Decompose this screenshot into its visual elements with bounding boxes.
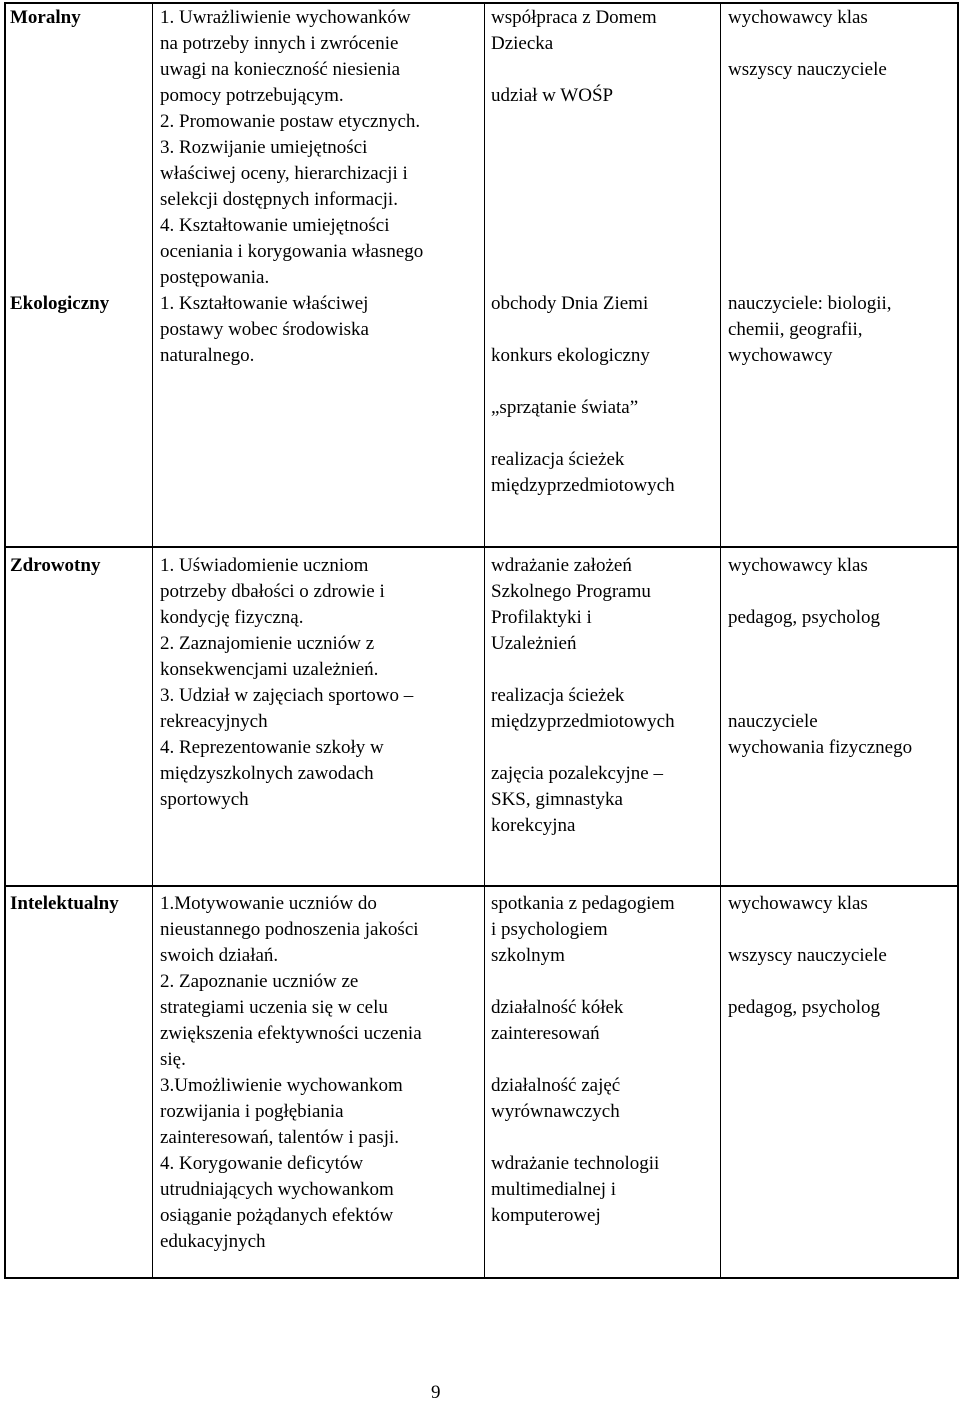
table-border-row3 (4, 885, 959, 887)
table-border-right (957, 2, 959, 1279)
activity-ekologiczny-1: obchody Dnia Ziemi (491, 293, 649, 314)
category-intelektualny: Intelektualny (10, 893, 119, 914)
responsible-moralny-2: wszyscy nauczyciele (728, 59, 887, 80)
activity-intelektualny-2: działalność kółek zainteresowań (491, 997, 624, 1044)
activity-zdrowotny-2: realizacja ścieżek międzyprzedmiotowych (491, 685, 675, 732)
table-border-col1 (152, 2, 153, 1279)
activity-moralny-1: współpraca z Domem Dziecka (491, 7, 657, 54)
activity-intelektualny-4: wdrażanie technologii multimedialnej i komputerowej (491, 1153, 660, 1226)
responsible-zdrowotny-1: wychowawcy klas (728, 555, 868, 576)
activity-ekologiczny-3: „sprzątanie świata” (491, 397, 639, 418)
category-moralny: Moralny (10, 7, 81, 28)
activity-zdrowotny-3: zajęcia pozalekcyjne – SKS, gimnastyka korekcyjna (491, 763, 663, 836)
table-border-top (4, 2, 959, 4)
responsible-ekologiczny-1: nauczyciele: biologii, chemii, geografii, wychowawcy (728, 293, 892, 366)
table-border-bottom (4, 1277, 959, 1279)
responsible-moralny-1: wychowawcy klas (728, 7, 868, 28)
category-ekologiczny: Ekologiczny (10, 293, 110, 314)
table-border-left (4, 2, 6, 1279)
activity-ekologiczny-4: realizacja ścieżek międzyprzedmiotowych (491, 449, 675, 496)
page-number: 9 (431, 1382, 441, 1403)
activity-intelektualny-1: spotkania z pedagogiem i psychologiem szkolnym (491, 893, 675, 966)
activity-zdrowotny-1: wdrażanie założeń Szkolnego Programu Profilaktyki i Uzależnień (491, 555, 651, 654)
responsible-intelektualny-2: wszyscy nauczyciele (728, 945, 887, 966)
responsible-zdrowotny-3: nauczyciele wychowania fizycznego (728, 711, 913, 758)
table-border-col2 (484, 2, 485, 1279)
activity-moralny-2: udział w WOŚP (491, 85, 614, 106)
goals-intelektualny: 1.Motywowanie uczniów do nieustannego podnoszenia jakości swoich działań. 2. Zapoznanie uczniów ze strategiami uczenia się w celu zwiększenia efektywności uczenia się. 3.Umożliwienie wychowankom rozwijania i pogłębiania zainteresowań, talentów i pasji. 4. Korygowanie deficytów utrudniających wychowankom osiąganie pożądanych efektów edukacyjnych (160, 893, 422, 1252)
responsible-intelektualny-3: pedagog, psycholog (728, 997, 880, 1018)
activity-ekologiczny-2: konkurs ekologiczny (491, 345, 650, 366)
activity-intelektualny-3: działalność zajęć wyrównawczych (491, 1075, 621, 1122)
goals-moralny: 1. Uwrażliwienie wychowanków na potrzeby innych i zwrócenie uwagi na konieczność niesienia pomocy potrzebującym. 2. Promowanie postaw etycznych. 3. Rozwijanie umiejętności właściwej oceny, hierarchizacji i selekcji dostępnych informacji. 4. Kształtowanie umiejętności oceniania i korygowania własnego postępowania. (160, 7, 424, 288)
responsible-zdrowotny-2: pedagog, psycholog (728, 607, 880, 628)
responsible-intelektualny-1: wychowawcy klas (728, 893, 868, 914)
category-zdrowotny: Zdrowotny (10, 555, 101, 576)
table-border-col3 (720, 2, 721, 1279)
goals-ekologiczny: 1. Kształtowanie właściwej postawy wobec środowiska naturalnego. (160, 293, 369, 366)
table-border-row2 (4, 546, 959, 548)
goals-zdrowotny: 1. Uświadomienie uczniom potrzeby dbałości o zdrowie i kondycję fizyczną. 2. Zaznajomienie uczniów z konsekwencjami uzależnień. 3. Udział w zajęciach sportowo – rekreacyjnych 4. Reprezentowanie szkoły w międzyszkolnych zawodach sportowych (160, 555, 414, 810)
